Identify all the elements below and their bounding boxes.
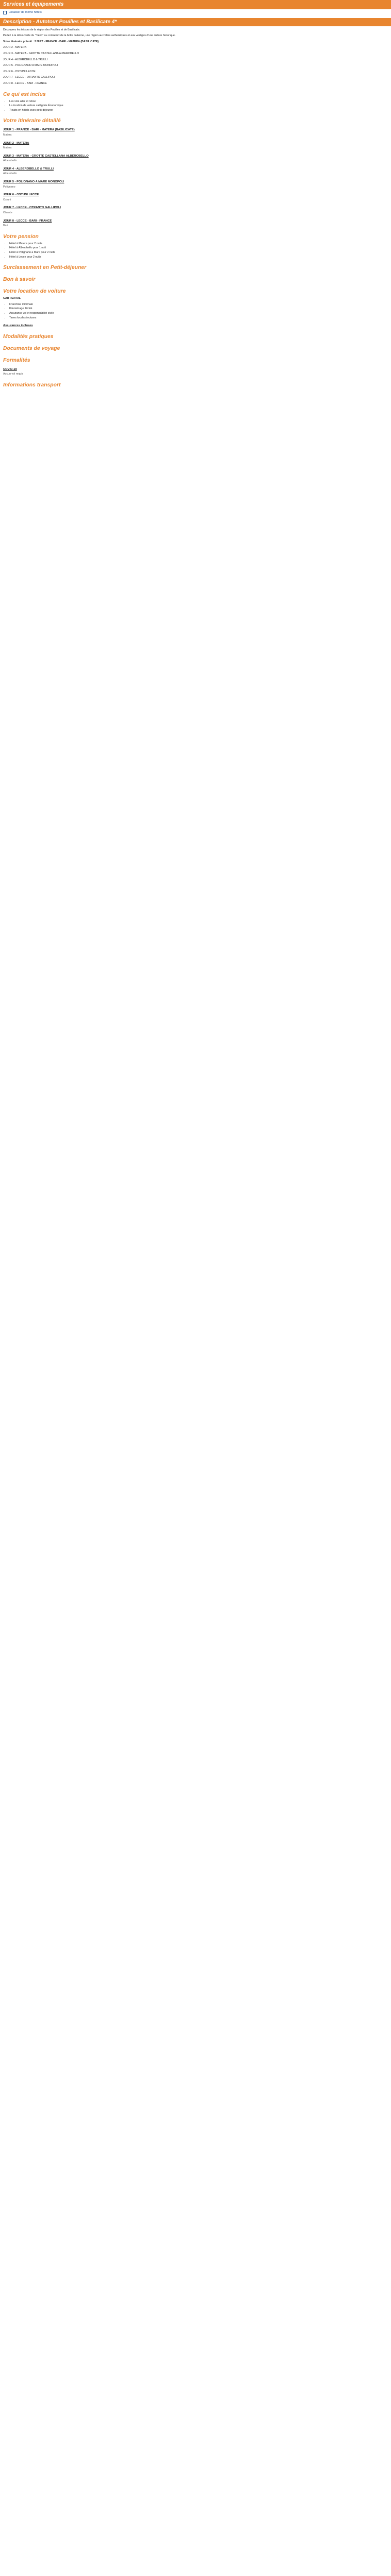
list-item: • Hôtel à Matera pour 2 nuits	[9, 242, 388, 246]
day-title: JOUR 6 - OSTUNI LECCE	[3, 193, 39, 197]
day-block	[3, 142, 388, 150]
intro-line: JOUR 4 - ALBEROBELLO & TRULLI	[3, 58, 48, 61]
intro-line: JOUR 2 - MATERA	[3, 46, 27, 49]
rental-list	[3, 303, 388, 320]
list-item: • Assurance vol et responsabilité civile	[9, 312, 388, 316]
day-city: Bari	[3, 224, 8, 228]
services-title: Services et équipements	[3, 2, 64, 7]
description-bar	[0, 18, 391, 26]
car-category: CAR RENTAL	[3, 297, 21, 300]
services-header-bar	[0, 0, 391, 9]
intro-line: JOUR 5 - POLIGNANO A MARE MONOPOLI	[3, 64, 58, 67]
map-pin-icon	[3, 11, 7, 14]
day-city: Ostuni	[3, 198, 11, 201]
intro-line: JOUR 6 - OSTUNI LECCE	[3, 70, 36, 73]
locate-hotels-link[interactable]	[0, 9, 391, 18]
day-title: JOUR 1 - FRANCE - BARI - MATERA (BASILICATE)	[3, 128, 75, 132]
section-heading-itinerary: Votre itinéraire détaillé	[3, 118, 61, 124]
intro-line: Partez à la découverte du "Talon" ou contrefort de la botte italienne, une région aux villes authentiques et aux vestiges d'une culture historique.	[3, 34, 176, 38]
page	[0, 0, 391, 388]
day-block	[3, 155, 388, 163]
list-item: • Hôtel à Alberobello pour 1 nuit	[9, 246, 388, 250]
day-block	[3, 167, 388, 176]
section-heading-formalities: Modalités pratiques	[3, 333, 54, 340]
section-heading-good: Bon à savoir	[3, 277, 36, 283]
locate-hotels-label: Localiser de même hôtels	[9, 11, 42, 14]
stays-list	[3, 242, 388, 259]
day-city: Alberobello	[3, 159, 17, 163]
footer-note: Aucun vol requis	[3, 372, 24, 376]
day-title: JOUR 7 - LECCE - OTRANTO GALLIPOLI	[3, 206, 61, 210]
day-block	[3, 219, 388, 228]
day-city: Matera	[3, 133, 12, 137]
intro-line: Votre itinéraire prévoit : 2 NUIT - FRANCE - BARI - MATERA (BASILICATE)	[3, 40, 99, 43]
section-heading-breakfast: Surclassement en Petit-déjeuner	[3, 265, 87, 271]
intro-line: JOUR 8 - LECCE - BARI - FRANCE	[3, 81, 47, 85]
day-city: Otrante	[3, 211, 12, 215]
day-city: Polignano	[3, 185, 15, 189]
day-block	[3, 193, 388, 202]
day-block	[3, 180, 388, 189]
section-heading-pension: Votre pension	[3, 233, 39, 240]
section-heading-included: Ce qui est inclus	[3, 91, 46, 97]
day-title: JOUR 4 - ALBEROBELLO & TRULLI	[3, 167, 54, 171]
list-item: • Hôtel à Polignano a Mare pour 2 nuits	[9, 251, 388, 255]
list-item: • Kilométrage illimité	[9, 307, 388, 311]
section-heading-formalites: Formalités	[3, 357, 30, 363]
covid-heading: COVID-19	[3, 367, 17, 371]
day-title: JOUR 3 - MATERA - GROTTE CASTELLANA ALBEROBELLO	[3, 154, 89, 158]
description-content	[0, 26, 391, 388]
intro-line: JOUR 7 - LECCE - OTRANTO GALLIPOLI	[3, 76, 55, 79]
day-city: Alberobello	[3, 172, 17, 176]
description-title: Description - Autotour Pouilles et Basilicate 4*	[3, 19, 117, 25]
section-heading-travel-docs: Documents de voyage	[3, 345, 60, 351]
day-block	[3, 206, 388, 215]
day-title: JOUR 2 - MATERA	[3, 141, 29, 145]
list-item: • La location de voiture catégorie Économique	[9, 104, 388, 108]
day-block	[3, 128, 388, 137]
intro-line: Découvrez les trésors de la région des Pouilles et de Basilicate.	[3, 28, 80, 31]
section-heading-info: Informations transport	[3, 382, 61, 388]
list-item: • Les vols aller et retour	[9, 100, 388, 104]
included-list	[3, 100, 388, 113]
intro-line: JOUR 3 - MATERA - GROTTE CASTELLANA ALBEROBELLO	[3, 52, 79, 55]
insurances-heading: Assurances incluses	[3, 324, 33, 328]
list-item: • Hôtel à Lecce pour 2 nuits	[9, 256, 388, 260]
list-item: • Franchise minimale	[9, 303, 388, 307]
day-title: JOUR 5 - POLIGNANO A MARE MONOPOLI	[3, 180, 64, 184]
list-item: • Taxes locales incluses	[9, 316, 388, 320]
list-item: • 7 nuits en hôtels avec petit-déjeuner	[9, 109, 388, 113]
day-title: JOUR 8 - LECCE - BARI - FRANCE	[3, 219, 52, 223]
section-heading-rental: Votre location de voiture	[3, 289, 66, 295]
day-city: Matera	[3, 146, 12, 150]
